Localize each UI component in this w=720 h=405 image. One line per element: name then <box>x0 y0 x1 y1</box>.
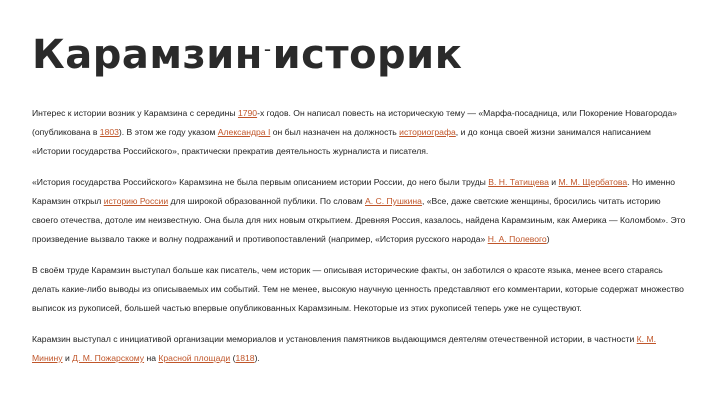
link-pozharsky[interactable]: Д. М. Пожарскому <box>72 353 145 363</box>
text: , и до конца своей жизни занимался написанием «Истории государства Российского», практически прекратив деятельность журналиста и писателя. <box>32 127 651 156</box>
text: В своём труде Карамзин выступал больше как писатель, чем историк — описывая исторические факты, он заботился о красоте языка, менее всего стараясь делать какие-либо выводы из описываемых им событий. Тем не менее, высокую научную ценность представляют его комментарии, которые содержат множество выписок из рукописей, большей частью впервые опубликованных Карамзиным. Некоторые из этих рукописей теперь уже не существуют. <box>32 265 684 313</box>
text: Карамзин выступал с инициативой организации мемориалов и установления памятников выдающимся деятелям отечественной истории, в частности <box>32 334 637 344</box>
link-minin[interactable]: К. М. Минину <box>32 334 656 363</box>
link-1818[interactable]: 1818 <box>235 353 255 363</box>
paragraph-interest <box>32 104 688 161</box>
link-historiographer[interactable]: историографа <box>399 127 456 137</box>
text: и <box>548 177 559 187</box>
text: , «Все, даже светские женщины, бросились читать историю своего отечества, дотоле им неизвестную. Она была для них новым открытием. Древняя Россия, казалось, найдена Карамзиным, как Америка — Коломбом». Это произведение вызвало также и волну подражаний и противопоставлений (например, «История русского народа» <box>32 196 686 244</box>
link-shcherbatov[interactable]: М. М. Щербатова <box>558 177 628 187</box>
link-history-of-russia[interactable]: историю России <box>103 196 169 206</box>
title-hyphen: - <box>263 37 272 61</box>
text: и <box>62 353 73 363</box>
link-alexander-i[interactable]: Александра I <box>217 127 271 137</box>
article-body <box>32 104 688 380</box>
link-red-square[interactable]: Красной площади <box>158 353 231 363</box>
text: «История государства Российского» Карамзина не была первым описанием истории России, до него были труды <box>32 177 489 187</box>
title-part-1: Карамзин <box>32 32 263 78</box>
paragraph-memorials <box>32 330 688 368</box>
paragraph-history-book <box>32 173 688 249</box>
text: -х годов. Он написал повесть на историческую тему — «Марфа-посадница, или Покорение Новагорода» (опубликована в <box>32 108 678 137</box>
link-1803[interactable]: 1803 <box>99 127 119 137</box>
text: он был назначен на должность <box>270 127 400 137</box>
text: ) <box>546 234 550 244</box>
link-polevoy[interactable]: Н. А. Полевого <box>487 234 547 244</box>
text: ( <box>230 353 236 363</box>
link-1790[interactable]: 1790 <box>237 108 258 118</box>
text: . Но именно Карамзин открыл <box>32 177 676 206</box>
paragraph-writer <box>32 261 688 318</box>
link-tatishchev[interactable]: В. Н. Татищева <box>488 177 549 187</box>
text: Интерес к истории возник у Карамзина с середины <box>32 108 238 118</box>
text: на <box>144 353 159 363</box>
text: ). <box>254 353 260 363</box>
text: для широкой образованной публики. По словам <box>168 196 365 206</box>
link-pushkin[interactable]: А. С. Пушкина <box>365 196 422 206</box>
slide-title <box>32 32 462 78</box>
text: ). В этом же году указом <box>118 127 218 137</box>
title-part-2: историк <box>272 32 463 78</box>
